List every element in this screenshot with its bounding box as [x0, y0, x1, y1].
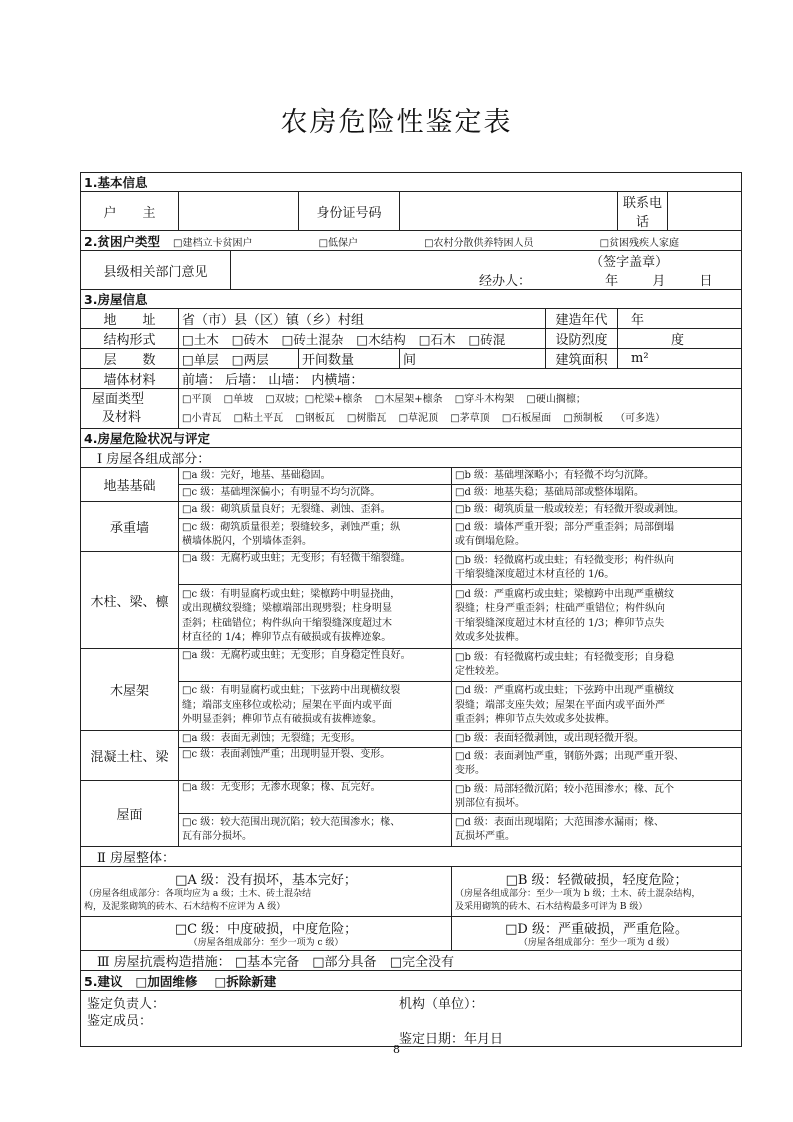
sign-stamp-note: （签字盖章） — [590, 255, 669, 270]
seismic-option-none[interactable]: □完全没有 — [389, 955, 454, 970]
build-year-label: 建造年代 — [546, 309, 618, 329]
bays-field[interactable] — [400, 349, 546, 369]
county-opinion-label: 县级相关部门意见 — [81, 251, 231, 290]
grade-text-line: 干缩裂缝深度超过木材直径的 1/6。 — [455, 569, 615, 580]
grade-text-line: 材直径的 1/4；榫卯节点有破损或有拔榫迹象。 — [182, 632, 392, 643]
phone-label: 联系电话 — [618, 192, 668, 231]
date-day: 日 — [699, 274, 713, 289]
bearing-wall-grade-b[interactable]: □b 级：砌筑质量一般或较差；有轻微开裂或剥蚀。 — [452, 502, 742, 519]
structure-option[interactable]: □砖木 — [231, 331, 269, 347]
foundation-grade-d[interactable]: □d 级：地基失稳；基础局部或整体塌陷。 — [452, 485, 742, 502]
roof-option[interactable]: □硬山搁檩； — [526, 393, 586, 405]
overall-grade-a[interactable] — [81, 867, 452, 917]
grade-text-line: □d 级：墙体严重开裂；部分严重歪斜；局部倒塌 — [455, 521, 675, 533]
bays-label: 开间数量 — [299, 349, 400, 369]
appraisal-form — [80, 172, 742, 1047]
roof-material-option[interactable]: □树脂瓦 — [346, 412, 387, 424]
roof-material-option[interactable]: □粘土平瓦 — [233, 412, 284, 424]
bearing-wall-grade-a[interactable]: □a 级：砌筑质量良好；无裂缝、剥蚀、歪斜。 — [179, 502, 452, 519]
appraisal-date-label: 鉴定日期：年月日 — [399, 1032, 504, 1047]
structure-option[interactable]: □石木 — [418, 331, 456, 347]
owner-label: 户 主 — [81, 192, 179, 231]
timber-truss-grade-d[interactable] — [452, 682, 742, 731]
id-label: 身份证号码 — [299, 192, 400, 231]
concrete-grade-c[interactable]: □c 级：表面剥蚀严重；出现明显开裂、变形。 — [179, 748, 452, 781]
grade-text-line: 瓦有部分损坏。 — [182, 831, 252, 842]
date-month: 月 — [652, 274, 666, 289]
overall-subheader: Ⅱ 房屋整体： — [81, 847, 742, 867]
section-house-info-header: 3.房屋信息 — [81, 290, 742, 309]
roof-grade-d[interactable] — [452, 814, 742, 847]
grade-text-line: 裂缝；端部支座失效；屋架在平面内或平面外严 — [455, 699, 665, 711]
grade-text-line: □d 级：表面出现塌陷；大范围渗水漏雨；椽、 — [455, 816, 665, 828]
recommendation-row — [81, 971, 742, 991]
multi-select-note: （可多选） — [615, 412, 666, 424]
poverty-type-row — [81, 231, 742, 251]
concrete-column-beam-label: 混凝土柱、梁 — [81, 731, 179, 781]
seismic-option-partial[interactable]: □部分具备 — [312, 955, 377, 970]
seismic-unit: 度 — [671, 333, 685, 348]
grade-text-line: 横墙体脱闪，个别墙体歪斜。 — [182, 536, 312, 547]
grade-text-line: 重歪斜；榫卯节点失效或多处拔榫。 — [455, 714, 615, 726]
structure-option[interactable]: □砖混 — [468, 331, 506, 347]
grade-text-line: 或有倒塌危险。 — [455, 536, 525, 547]
concrete-grade-a[interactable]: □a 级：表面无剥蚀；无裂缝；无变形。 — [179, 731, 452, 748]
build-year-unit: 年 — [631, 313, 645, 328]
roof-option[interactable]: □穿斗木构架 — [454, 393, 515, 405]
grade-text-line: □c 级：较大范围出现沉陷；较大范围渗水；椽、 — [182, 816, 401, 828]
bays-unit: 间 — [403, 353, 417, 368]
page-number: 8 — [393, 1043, 400, 1056]
appraisal-sign-area — [81, 991, 742, 1047]
phone-field[interactable] — [668, 192, 742, 231]
grade-text-line: □d 级：严重腐朽或虫蛀；梁檩跨中出现严重横纹 — [455, 588, 675, 600]
appraisal-org-label: 机构（单位）： — [399, 997, 484, 1012]
area-label: 建筑面积 — [546, 349, 618, 369]
grade-text-line: □c 级：有明显腐朽或虫蛀；下弦跨中出现横纹裂 — [182, 685, 401, 697]
overall-grade-b-title: □B 级：轻微破损，轻度危险； — [505, 873, 688, 889]
structure-option[interactable]: □木结构 — [356, 331, 406, 347]
section-basic-info-header: 1.基本信息 — [81, 173, 742, 192]
county-opinion-field[interactable] — [231, 251, 742, 290]
roof-grade-c[interactable] — [179, 814, 452, 847]
seismic-option-complete[interactable]: □基本完备 — [234, 955, 300, 970]
overall-grade-a-title: □A 级：没有损坏，基本完好； — [175, 873, 357, 889]
appraisal-leader-label: 鉴定负责人： — [87, 997, 166, 1012]
components-subheader: Ⅰ 房屋各组成部分： — [81, 448, 742, 468]
recommend-option-reinforce[interactable]: □加固维修 — [135, 974, 198, 989]
foundation-label: 地基基础 — [81, 468, 179, 502]
timber-column-grade-a[interactable]: □a 级：无腐朽或虫蛀；无变形；有轻微干缩裂缝。 — [179, 552, 452, 585]
date-year: 年 — [605, 274, 619, 289]
seismic-measures-label: Ⅲ 房屋抗震构造措施： — [97, 955, 231, 970]
grade-text-line: 缝；端部支座移位或松动；屋架在平面内或平面 — [182, 699, 392, 711]
overall-grade-d-title: □D 级：严重破损，严重危险。 — [505, 921, 688, 937]
grade-text-line: □b 级：有轻微腐朽或虫蛀；有轻微变形；自身稳 — [455, 651, 675, 663]
poverty-option-dibao[interactable]: □低保户 — [318, 238, 359, 249]
wall-material-label: 墙体材料 — [81, 369, 179, 389]
roof-material-option[interactable]: □茅草顶 — [450, 412, 490, 424]
structure-option[interactable]: □砖土混杂 — [281, 331, 344, 347]
roof-type-label-line1: 屋面类型 — [92, 391, 145, 407]
handler-label: 经办人： — [479, 274, 532, 289]
roof-type-options — [179, 389, 742, 429]
structure-option[interactable]: □土木 — [182, 331, 219, 347]
structure-label: 结构形式 — [81, 329, 179, 349]
grade-text-line: 歪斜；柱础错位；构件纵向干缩裂缝深度超过木 — [182, 617, 392, 629]
foundation-grade-a[interactable]: □a 级：完好，地基、基础稳固。 — [179, 468, 452, 485]
roof-option[interactable]: ；□柁梁+檩条 — [294, 393, 363, 405]
overall-grade-c-note: （房屋各组成部分：至少一项为 c 级） — [188, 937, 344, 948]
overall-grade-a-note-line: （房屋各组成部分：各项均应为 a 级；土木、砖土混杂结 — [84, 889, 312, 900]
overall-grade-b-note-line: 及采用砌筑的砖木、石木结构最多可评为 B 级） — [455, 902, 648, 912]
roof-material-option[interactable]: □钢板瓦 — [295, 412, 335, 424]
overall-grade-d[interactable] — [452, 917, 742, 951]
id-field[interactable] — [400, 192, 618, 231]
floors-option-two[interactable]: □两层 — [231, 351, 269, 367]
poverty-option-registered[interactable]: □建档立卡贫困户 — [173, 238, 253, 249]
timber-truss-grade-b[interactable] — [452, 649, 742, 682]
grade-text-line: 别部位有损坏。 — [455, 798, 525, 809]
wall-material-field[interactable]: 前墙： 后墙： 山墙： 内横墙： — [179, 369, 742, 389]
floors-label: 层 数 — [81, 349, 179, 369]
timber-truss-grade-c[interactable] — [179, 682, 452, 731]
floors-option-single[interactable]: □单层 — [182, 351, 219, 367]
grade-text-line: □d 级：严重腐朽或虫蛀；下弦跨中出现严重横纹 — [455, 685, 675, 697]
poverty-option-disabled[interactable]: □贫困残疾人家庭 — [599, 238, 680, 249]
timber-column-grade-c[interactable] — [179, 585, 452, 649]
seismic-intensity-field[interactable] — [618, 329, 742, 349]
build-year-field[interactable] — [618, 309, 742, 329]
roof-surface-label: 屋面 — [81, 781, 179, 847]
bearing-wall-grade-d[interactable] — [452, 519, 742, 552]
grade-text-line: 变形。 — [455, 765, 485, 776]
roof-type-label — [81, 389, 179, 429]
overall-grade-b-note-line: （房屋各组成部分：至少一项为 b 级；土木、砖土混杂结构， — [455, 889, 701, 900]
recommend-option-rebuild[interactable]: □拆除新建 — [214, 974, 277, 989]
roof-type-label-line2: 及材料 — [102, 409, 142, 425]
concrete-grade-d[interactable] — [452, 748, 742, 781]
overall-grade-d-note: （房屋各组成部分：至少一项为 d 级） — [518, 937, 675, 948]
grade-text-line: 裂缝；柱身严重歪斜；柱础严重错位；构件纵向 — [455, 603, 665, 614]
timber-column-grade-b[interactable] — [452, 552, 742, 585]
roof-option[interactable]: □双坡 — [265, 393, 295, 405]
bearing-wall-label: 承重墙 — [81, 502, 179, 552]
seismic-intensity-label: 设防烈度 — [546, 329, 618, 349]
roof-option[interactable]: □平顶 — [182, 393, 212, 405]
grade-text-line: 外明显歪斜；榫卯节点有破损或有拔榫迹象。 — [182, 714, 382, 726]
section-recommendation-header: 5.建议 — [84, 974, 123, 989]
grade-text-line: 瓦损坏严重。 — [455, 831, 515, 842]
foundation-grade-c[interactable]: □c 级：基础埋深偏小；有明显不均匀沉降。 — [179, 485, 452, 502]
roof-option[interactable]: □单坡 — [223, 393, 254, 405]
concrete-grade-b[interactable]: □b 级：表面轻微剥蚀，或出现轻微开裂。 — [452, 731, 742, 748]
grade-text-line: □c 级：砌筑质量很差；裂缝较多，剥蚀严重；纵 — [182, 521, 401, 533]
grade-text-line: □b 级：局部轻微沉陷；较小范围渗水；椽、瓦个 — [455, 783, 675, 795]
roof-material-option[interactable]: □预制板 — [563, 412, 603, 424]
poverty-option-tekun[interactable]: □农村分散供养特困人员 — [424, 238, 534, 249]
grade-text-line: 定性较差。 — [455, 666, 505, 677]
overall-grade-b[interactable] — [452, 867, 742, 917]
address-field[interactable]: 省（市）县（区）镇（乡）村组 — [179, 309, 546, 329]
grade-text-line: 效或多处拔榫。 — [455, 632, 525, 643]
roof-material-option[interactable]: □草泥顶 — [398, 412, 439, 424]
overall-grade-a-note-line: 构，及泥浆砌筑的砖木、石木结构不应评为 A 级） — [84, 902, 286, 912]
grade-text-line: □b 级：轻微腐朽或虫蛀；有轻微变形；构件纵向 — [455, 554, 675, 566]
roof-grade-a[interactable]: □a 级：无变形；无渗水现象；椽、瓦完好。 — [179, 781, 452, 814]
seismic-measures-row — [81, 951, 742, 971]
overall-grade-c[interactable] — [81, 917, 452, 951]
roof-material-option[interactable]: □石板屋面 — [501, 412, 552, 424]
area-field[interactable] — [618, 349, 742, 369]
section-danger-header: 4.房屋危险状况与评定 — [81, 429, 742, 448]
appraisal-members-label: 鉴定成员： — [87, 1014, 153, 1029]
section-poverty-header: 2.贫困户类型 — [84, 234, 160, 249]
grade-text-line: 干缩裂缝深度超过木材直径的 1/3；榫卯节点失 — [455, 617, 665, 629]
grade-text-line: 或出现横纹裂缝；梁檩端部出现劈裂；柱身明显 — [182, 603, 392, 614]
grade-text-line: □d 级：表面剥蚀严重，钢筋外露；出现严重开裂、 — [455, 750, 685, 762]
timber-column-grade-d[interactable] — [452, 585, 742, 649]
roof-material-option[interactable]: □小青瓦 — [182, 412, 222, 424]
page-title: 农房危险性鉴定表 — [280, 107, 513, 138]
roof-grade-b[interactable] — [452, 781, 742, 814]
timber-truss-label: 木屋架 — [81, 649, 179, 731]
foundation-grade-b[interactable]: □b 级：基础埋深略小；有轻微不均匀沉降。 — [452, 468, 742, 485]
address-label: 地 址 — [81, 309, 179, 329]
grade-text-line: □c 级：有明显腐朽或虫蛀；梁檩跨中明显挠曲， — [182, 588, 401, 600]
owner-field[interactable] — [179, 192, 299, 231]
area-unit: m² — [631, 351, 649, 366]
timber-truss-grade-a[interactable]: □a 级：无腐朽或虫蛀；无变形；自身稳定性良好。 — [179, 649, 452, 682]
bearing-wall-grade-c[interactable] — [179, 519, 452, 552]
overall-grade-c-title: □C 级：中度破损，中度危险； — [174, 921, 358, 937]
roof-option[interactable]: □木屋架+檩条 — [374, 393, 443, 405]
timber-column-beam-label: 木柱、梁、檩 — [81, 552, 179, 649]
